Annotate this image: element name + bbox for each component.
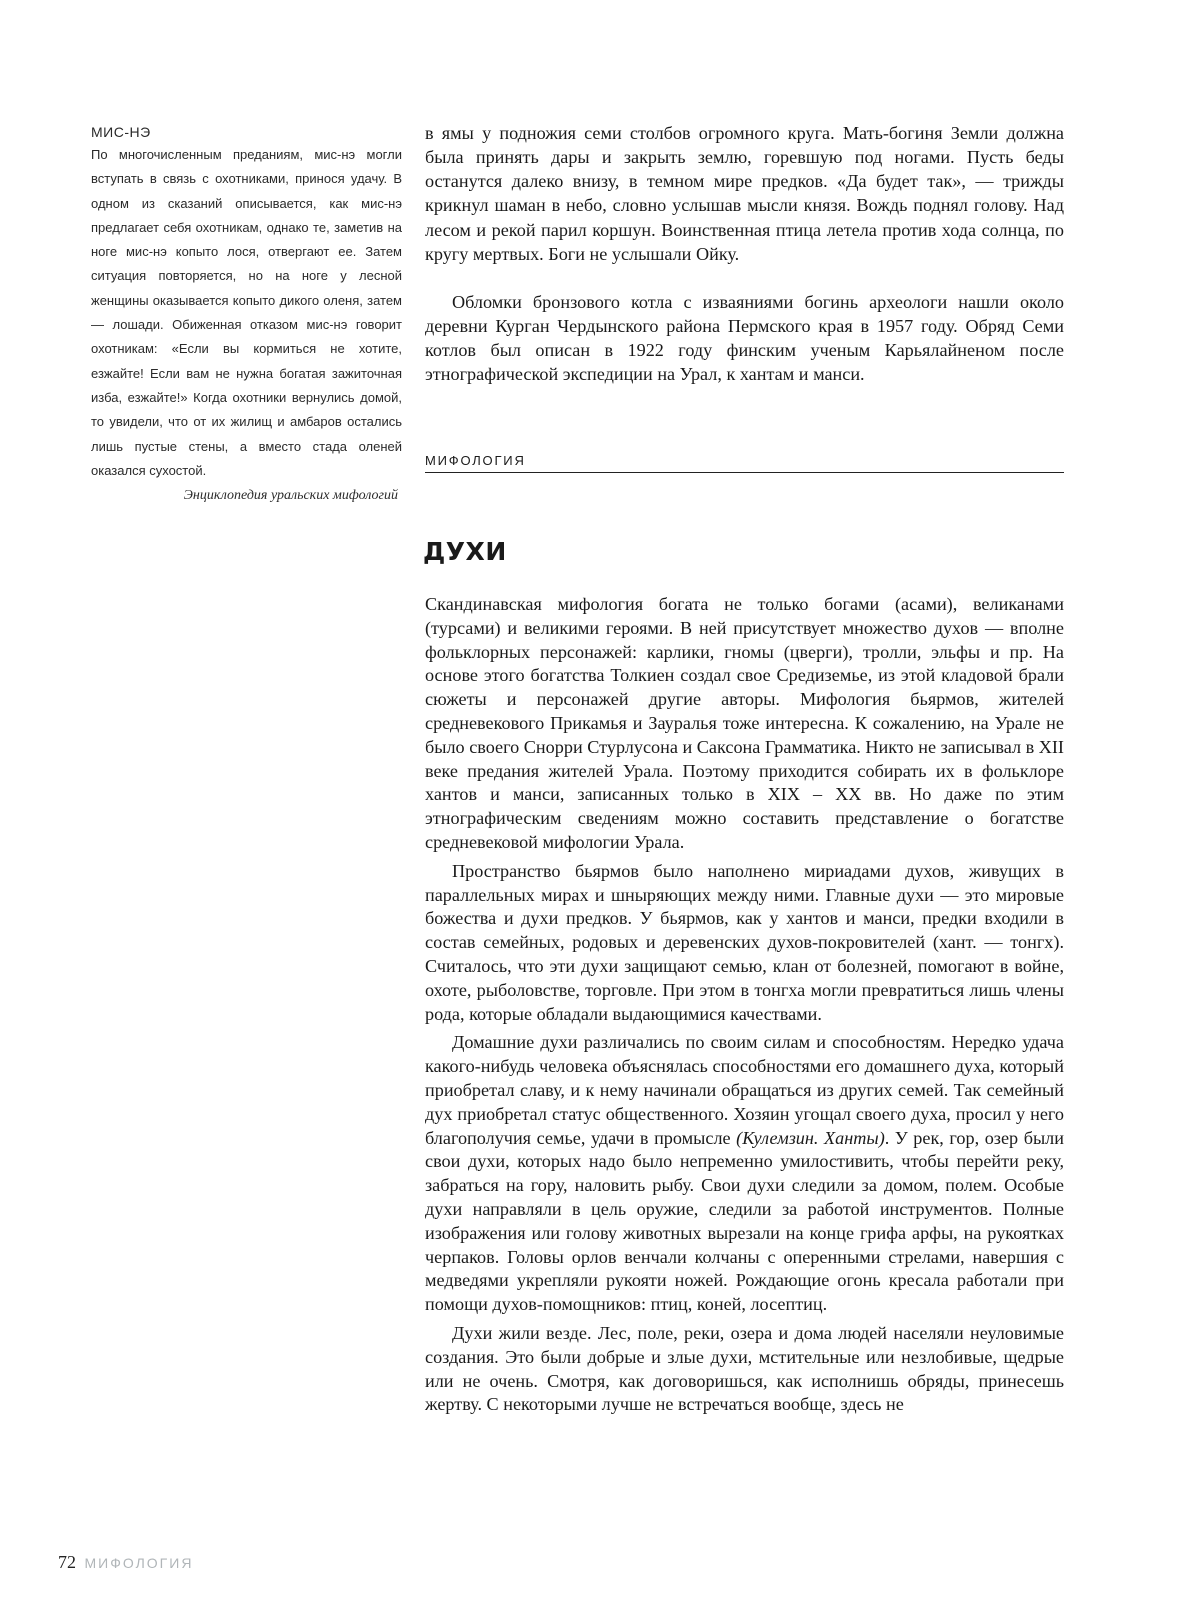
section-label: МИФОЛОГИЯ (425, 453, 1064, 473)
intro-paragraph: Обломки бронзового котла с изваяниями богинь археологи нашли около деревни Курган Чердынского района Пермского края в 1957 году. Обряд Семи котлов был описан в 1922 году финским ученым Карьялайненом после этнографической экспедиции на Урал, к хантам и манси. (425, 291, 1064, 385)
article-body (425, 593, 1064, 1422)
intro-text (425, 121, 1064, 411)
citation: (Кулемзин. Ханты) (736, 1127, 885, 1148)
article-paragraph: Скандинавская мифология богата не только богами (асами), великанами (турсами) и великими героями. В ней присутствует множество духов — вполне фольклорных персонажей: карлики, гномы (цверги), тролли, эльфы и пр. На основе этого богатства Толкиен создал свое Средиземье, из этой кладовой брали сюжеты и персонажей другие авторы. Мифология бьярмов, жителей средневекового Прикамья и Зауралья тоже интересна. К сожалению, на Урале не было своего Снорри Стурлусона и Саксона Грамматика. Никто не записывал в XII веке предания жителей Урала. Поэтому приходится собирать их в фольклоре хантов и манси, записанных только в XIX – XX вв. Но даже по этим этнографическим сведениям можно составить представление о богатстве средневековой мифологии Урала. (425, 594, 1064, 852)
article-heading: ДУХИ (423, 537, 507, 566)
paragraph-text: Домашние духи различались по своим силам и способностям. Нередко удача какого-нибудь человека объяснялась способностями его домашнего духа, который приобретал славу, и к нему начинали обращаться из других семей. Так семейный дух приобретал статус общественного. Хозяин угощал своего духа, просил у него благополучия семье, удачи в промысле (425, 1032, 1064, 1148)
article-paragraph (425, 1031, 1064, 1317)
sidebar-text: По многочисленным преданиям, мис-нэ могли вступать в связь с охотниками, принося удачу. В одном из сказаний описывается, как мис-нэ предлагает себя охотникам, однако те, заметив на ноге мис-нэ копыто лося, отвергают ее. Затем ситуация повторяется, но на ноге у лесной женщины оказывается копыто дикого оленя, затем — лошади. Обиженная отказом мис-нэ говорит охотникам: «Если вы кормиться не хотите, езжайте! Если вам не нужна богатая зажиточная изба, езжайте!» Когда охотники вернулись домой, то увидели, что от их жилищ и амбаров остались лишь пустые стены, а вместо стада оленей оказался сухостой. (91, 147, 402, 478)
page-footer (58, 1552, 193, 1573)
intro-paragraph: в ямы у подножия семи столбов огромного круга. Мать-богиня Земли должна была принять дары и закрыть землю, горевшую под ногами. Пусть беды останутся далеко внизу, в темном мире предков. «Да будет так», — трижды крикнул шаман в небо, словно услышав мысли князя. Вождь поднял голову. Над лесом и рекой парил коршун. Воинственная птица летела против хода солнца, по кругу мертвых. Боги не услышали Ойку. (425, 123, 1064, 264)
sidebar-title: МИС-НЭ (91, 124, 151, 140)
paragraph-text: . У рек, гор, озер были свои духи, которых надо было непременно умилостивить, чтобы перейти реку, забраться на гору, наловить рыбу. Свои духи следили за домом, полем. Особые духи направляли в цель оружие, следили за работой инструментов. Полные изображения или голову животных вырезали на конце грифа арфы, на рукоятках черпаков. Головы орлов венчали колчаны с оперенными стрелами, навершия с медведями укрепляли рукояти ножей. Рождающие огонь кресала работали при помощи духов-помощников: птиц, коней, лосептиц. (425, 1127, 1064, 1315)
article-paragraph: Пространство бьярмов было наполнено мириадами духов, живущих в параллельных мирах и шныряющих между ними. Главные духи — это мировые божества и духи предков. У бьярмов, как у хантов и манси, предки входили в состав семейных, родовых и деревенских духов-покровителей (хант. — тонгх). Считалось, что эти духи защищают семью, клан от болезней, помогают в войне, охоте, рыболовстве, торговле. При этом в тонгха могли превратиться лишь члены рода, которые обладали выдающимися качествами. (425, 860, 1064, 1024)
footer-section-label: МИФОЛОГИЯ (84, 1555, 194, 1571)
article-paragraph: Духи жили везде. Лес, поле, реки, озера и дома людей населяли неуловимые создания. Это были добрые и злые духи, мстительные или незлобивые, щедрые или не очень. Смотря, как договоришься, как исполнишь обряды, принесешь жертву. С некоторыми лучше не встречаться вообще, здесь не (425, 1322, 1064, 1415)
sidebar-note (91, 121, 402, 508)
page-number: 72 (58, 1552, 76, 1572)
sidebar-source: Энциклопедия уральских мифологий (183, 488, 398, 504)
